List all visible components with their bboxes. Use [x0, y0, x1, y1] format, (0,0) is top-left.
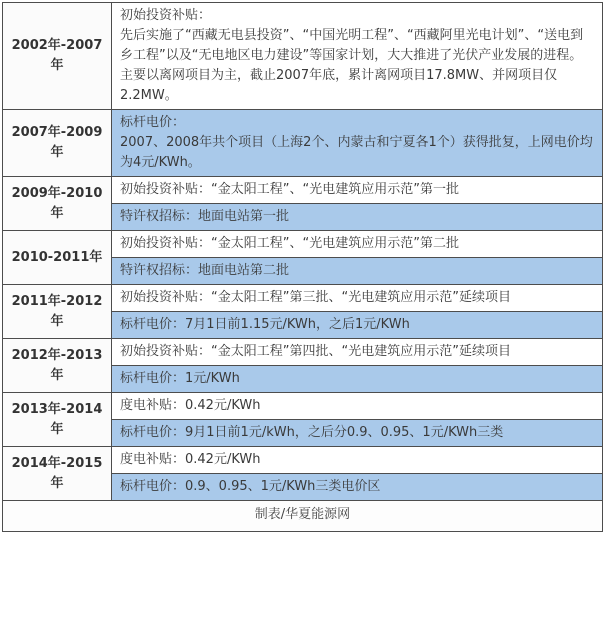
- table-row: [3, 110, 603, 177]
- table-row: [3, 447, 603, 474]
- policy-cell: 标杆电价：1元/KWh: [112, 366, 603, 393]
- period-cell: 2010-2011年: [3, 231, 112, 285]
- period-cell: 2014年-2015年: [3, 447, 112, 501]
- table-row: [3, 177, 603, 204]
- policy-cell: 特许权招标：地面电站第一批: [112, 204, 603, 231]
- table-row: [3, 3, 603, 110]
- policy-cell: 初始投资补贴：“金太阳工程”第三批、“光电建筑应用示范”延续项目: [112, 285, 603, 312]
- policy-line: 先后实施了“西藏无电县投资”、“中国光明工程”、“西藏阿里光电计划”、“送电到乡工程”以及“无电地区电力建设”等国家计划，大大推进了光伏产业发展的进程。: [120, 28, 584, 63]
- policy-line: 初始投资补贴：: [120, 8, 212, 23]
- policy-cell: 初始投资补贴：“金太阳工程”、“光电建筑应用示范”第二批: [112, 231, 603, 258]
- policy-cell: 初始投资补贴：“金太阳工程”、“光电建筑应用示范”第一批: [112, 177, 603, 204]
- policy-line: 主要以离网项目为主，截止2007年底，累计离网项目17.8MW、并网项目仅2.2MW。: [120, 68, 558, 103]
- policy-cell: 标杆电价：0.9、0.95、1元/KWh三类电价区: [112, 474, 603, 501]
- table-row: [3, 231, 603, 258]
- period-cell: 2011年-2012年: [3, 285, 112, 339]
- pv-policy-table: [2, 2, 603, 532]
- table-footer-row: [3, 501, 603, 532]
- policy-cell: 度电补贴：0.42元/KWh: [112, 393, 603, 420]
- policy-cell: 标杆电价：7月1日前1.15元/KWh，之后1元/KWh: [112, 312, 603, 339]
- table-row: [3, 339, 603, 366]
- period-cell: 2013年-2014年: [3, 393, 112, 447]
- table-row: [3, 393, 603, 420]
- period-cell: 2012年-2013年: [3, 339, 112, 393]
- table-row: [3, 285, 603, 312]
- policy-line: 2007、2008年共个项目（上海2个、内蒙古和宁夏各1个）获得批复，上网电价均为4元/KWh。: [120, 135, 593, 170]
- policy-cell: 度电补贴：0.42元/KWh: [112, 447, 603, 474]
- policy-cell: 初始投资补贴：“金太阳工程”第四批、“光电建筑应用示范”延续项目: [112, 339, 603, 366]
- period-cell: 2007年-2009年: [3, 110, 112, 177]
- policy-line: 标杆电价：: [120, 115, 186, 130]
- source-credit: 制表/华夏能源网: [3, 501, 603, 532]
- policy-cell: [112, 110, 603, 177]
- policy-cell: 特许权招标：地面电站第二批: [112, 258, 603, 285]
- period-cell: 2009年-2010年: [3, 177, 112, 231]
- policy-cell: [112, 3, 603, 110]
- period-cell: 2002年-2007年: [3, 3, 112, 110]
- policy-cell: 标杆电价：9月1日前1元/kWh，之后分0.9、0.95、1元/KWh三类: [112, 420, 603, 447]
